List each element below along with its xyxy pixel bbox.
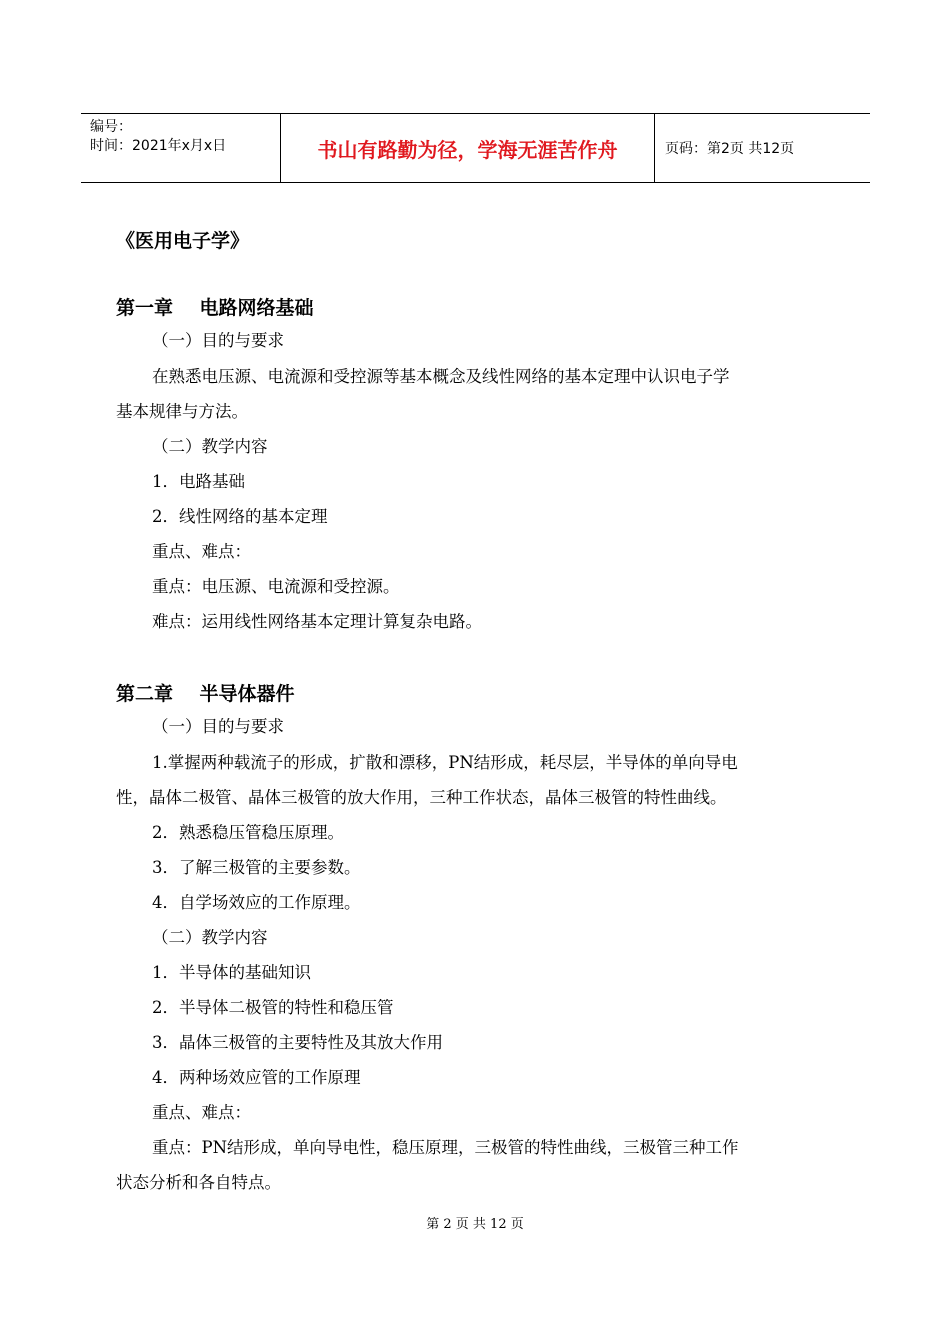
ch2-line: 性，晶体二极管、晶体三极管的放大作用，三种工作状态，晶体三极管的特性曲线。 — [116, 788, 727, 807]
ch2-line: 3．了解三极管的主要参数。 — [152, 858, 361, 877]
chapter-1-title: 第一章 电路网络基础 — [116, 297, 314, 319]
ch2-line: 重点：PN结形成，单向导电性，稳压原理，三极管的特性曲线，三极管三种工作 — [152, 1138, 739, 1157]
header-table — [81, 113, 870, 183]
ch1-line: 1．电路基础 — [152, 472, 245, 491]
ch1-line: （一）目的与要求 — [152, 331, 284, 350]
ch2-line: 2．熟悉稳压管稳压原理。 — [152, 823, 344, 842]
time-label: 时间：2021年x月x日 — [90, 138, 227, 154]
chapter-2-title: 第二章 半导体器件 — [116, 683, 295, 705]
page-footer: 第 2 页 共 12 页 — [426, 1217, 524, 1232]
document-title: 《医用电子学》 — [116, 230, 250, 252]
ch2-line: （二）教学内容 — [152, 928, 268, 947]
ch2-line: 2．半导体二极管的特性和稳压管 — [152, 998, 394, 1017]
number-label: 编号： — [90, 119, 132, 135]
ch2-line: 4．自学场效应的工作原理。 — [152, 893, 361, 912]
ch2-line: 重点、难点： — [152, 1103, 251, 1122]
ch2-line: 4．两种场效应管的工作原理 — [152, 1068, 361, 1087]
ch2-line: 1．半导体的基础知识 — [152, 963, 311, 982]
ch1-line: 在熟悉电压源、电流源和受控源等基本概念及线性网络的基本定理中认识电子学 — [152, 367, 730, 386]
page-info: 页码：第2页 共12页 — [665, 141, 795, 157]
ch1-line: 2．线性网络的基本定理 — [152, 507, 328, 526]
ch2-line: 状态分析和各自特点。 — [116, 1173, 281, 1192]
ch1-line: 基本规律与方法。 — [116, 402, 248, 421]
ch2-line: 3．晶体三极管的主要特性及其放大作用 — [152, 1033, 443, 1052]
motto: 书山有路勤为径，学海无涯苦作舟 — [281, 114, 655, 182]
ch1-line: 重点、难点： — [152, 542, 251, 561]
ch1-line: 难点：运用线性网络基本定理计算复杂电路。 — [152, 612, 482, 631]
ch2-line: （一）目的与要求 — [152, 717, 284, 736]
ch2-line: 1.掌握两种载流子的形成，扩散和漂移，PN结形成，耗尽层，半导体的单向导电 — [152, 753, 738, 772]
ch1-line: （二）教学内容 — [152, 437, 268, 456]
header-meta-cell — [81, 114, 281, 182]
ch1-line: 重点：电压源、电流源和受控源。 — [152, 577, 400, 596]
